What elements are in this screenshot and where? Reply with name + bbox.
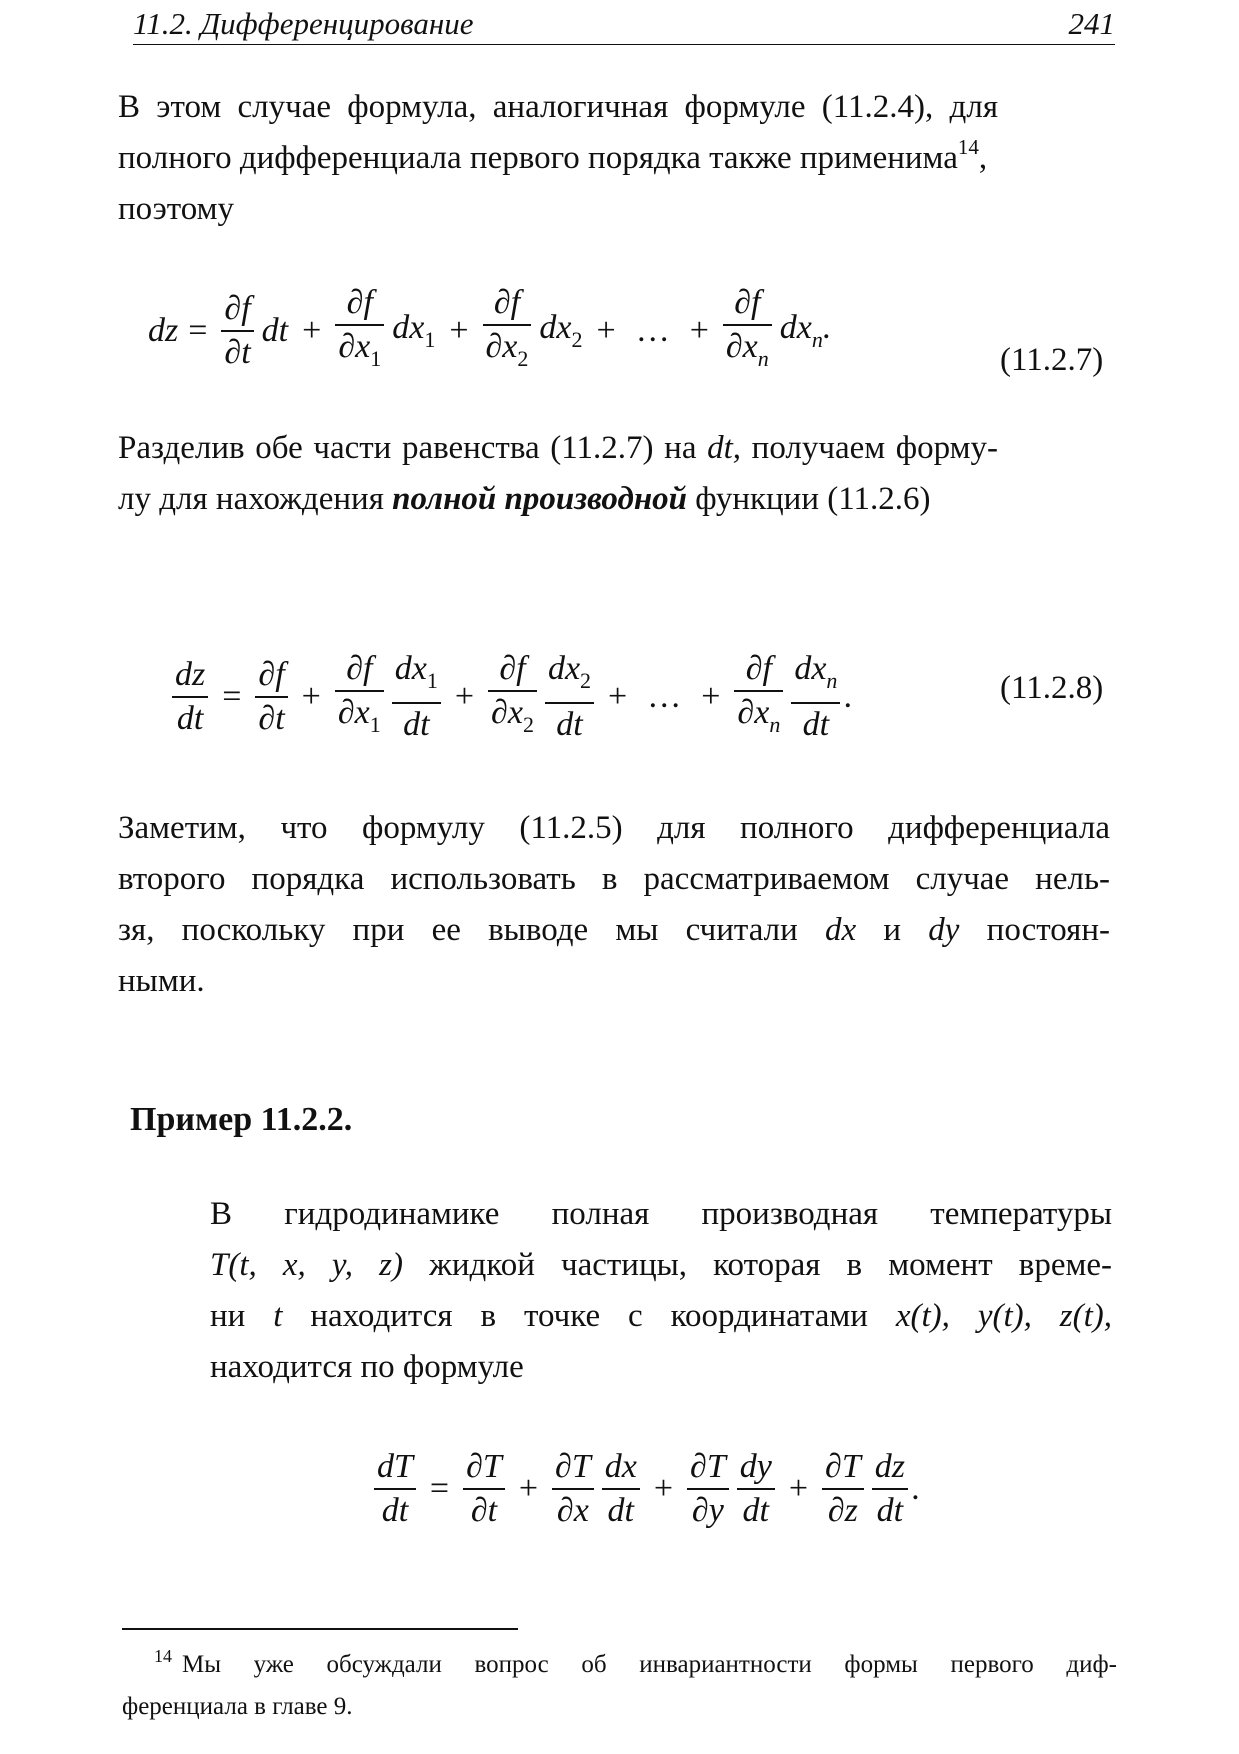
equation-number-11-2-8: (11.2.8) (1000, 670, 1104, 706)
example-heading: Пример 11.2.2. (130, 1101, 353, 1138)
footnote-mark: 14 (154, 1646, 172, 1666)
paragraph-2-line-2: лу для нахождения полной производной функции (11.2.6) (118, 481, 931, 517)
example-body (210, 1189, 1112, 1393)
example-line-4: находится по формуле (210, 1349, 524, 1385)
paragraph-3 (118, 803, 1110, 1007)
paragraph-1-line-2: полного дифференциала первого порядка также применима$^{14}$, (118, 135, 988, 176)
paragraph-3-line-3: зя, поскольку при ее выводе мы считали dx и dy постоян- (118, 912, 1110, 948)
section-title: 11.2. Дифференцирование (133, 6, 474, 41)
example-line-1: В гидродинамике полная производная температуры (210, 1196, 1112, 1232)
footnote-ref: 14 (957, 135, 979, 159)
equation-number-11-2-7: (11.2.7) (1000, 342, 1104, 378)
footnote-line-2: ференциала в главе 9. (122, 1693, 353, 1720)
paragraph-1-line-3: поэтому (118, 191, 234, 227)
paragraph-2-line-1: Разделив обе части равенства (11.2.7) на dt, получаем форму- (118, 430, 999, 466)
paragraph-3-line-4: ными. (118, 963, 205, 999)
paragraph-1 (118, 82, 998, 235)
running-head (133, 6, 1115, 45)
paragraph-3-line-1: Заметим, что формулу (11.2.5) для полного дифференциала (118, 810, 1110, 846)
paragraph-1-line-1: В этом случае формула, аналогичная формуле (11.2.4), для (118, 89, 998, 125)
footnote-line-1: $^{14}$ Мы уже обсуждали вопрос об инвариантности формы первого диф- (154, 1646, 1117, 1678)
emphasis-total-derivative: полной производной (392, 481, 688, 517)
paragraph-3-line-2: второго порядка использовать в рассматриваемом случае нель- (118, 861, 1110, 897)
equation-temperature-derivative: $\frac{dT}{dt}$ = $\frac{\partial T}{\partial t}$ + $\frac{\partial T}{\partial x}$ $\frac{dx}{dt}$ + $\frac{\partial T}{\partial y}$ $\frac{dy}{dt}$ + $\frac{\partial T}{\partial z}$ $\frac{dz}{dt}$ . (370, 1446, 920, 1532)
equation-11-2-8: $\frac{dz}{dt}$ = $\frac{\partial f}{\partial t}$ + $\frac{\partial f}{\partial x_1}$ $\frac{dx_1}{dt}$ + $\frac{\partial f}{\partial x_2}$ $\frac{dx_2}{dt}$ + … + $\frac{\partial f}{\partial x_n}$ $\frac{dx_n}{dt}$ . (168, 648, 853, 746)
page-number: 241 (1068, 6, 1115, 41)
example-line-2: T(t, x, y, z) жидкой частицы, которая в момент време- (210, 1247, 1112, 1283)
equation-11-2-7: dz = $\frac{\partial f}{\partial t}$ dt + $\frac{\partial f}{\partial x_1}$ $dx_1$ + $\frac{\partial f}{\partial x_2}$ $dx_2$ + … + $\frac{\partial f}{\partial x_n}$ $dx_n$. (148, 284, 832, 371)
paragraph-2 (118, 423, 998, 525)
example-line-3: ни t находится в точке с координатами x(t), y(t), z(t), (210, 1298, 1113, 1334)
footnote-rule (122, 1628, 518, 1630)
footnote (122, 1635, 1117, 1728)
